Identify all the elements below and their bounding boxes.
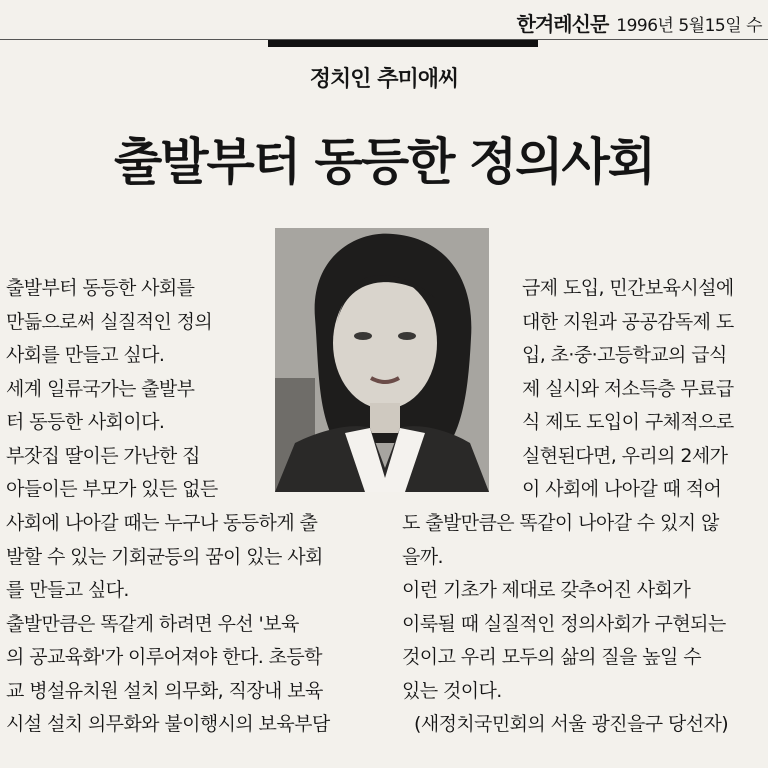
text-line: 실현된다면, 우리의 2세가: [522, 444, 728, 467]
text-line: 을까.: [402, 545, 443, 568]
text-line: 사회에 나아갈 때는 누구나 동등하게 출: [6, 512, 318, 534]
text-line: 세계 일류국가는 출발부: [6, 377, 195, 400]
right-column: [522, 272, 734, 507]
text-line: 입, 초·중·고등학교의 급식: [522, 344, 727, 366]
article-kicker: 정치인 추미애씨: [309, 67, 459, 92]
text-line: 이 사회에 나아갈 때 적어: [522, 478, 722, 500]
text-line: 아들이든 부모가 있든 없든: [6, 478, 218, 500]
article-headline: 출발부터 동등한 정의사회: [113, 132, 655, 191]
publication-date: 1996년 5월15일 수: [616, 16, 762, 36]
left-full-column: [6, 507, 330, 742]
byline: (새정치국민회의 서울 광진을구 당선자): [414, 713, 729, 735]
text-line: 이런 기초가 제대로 갖추어진 사회가: [402, 579, 691, 601]
text-line: 만듦으로써 실질적인 정의: [6, 310, 213, 333]
portrait-photo: [275, 228, 489, 492]
text-line: 것이고 우리 모두의 삶의 질을 높일 수: [402, 646, 701, 668]
text-line: 도 출발만큼은 똑같이 나아갈 수 있지 않: [402, 512, 719, 534]
text-line: 있는 것이다.: [402, 679, 502, 702]
header-bar: [268, 40, 538, 47]
newspaper-name: 한겨레신문: [516, 12, 609, 36]
right-full-column: [402, 507, 728, 742]
text-line: 금제 도입, 민간보육시설에: [522, 277, 734, 299]
text-line: 의 공교육화'가 이루어져야 한다. 초등학: [6, 646, 322, 668]
text-line: 출발부터 동등한 사회를: [6, 277, 195, 299]
text-line: 이룩될 때 실질적인 정의사회가 구현되는: [402, 612, 726, 635]
text-line: 사회를 만들고 싶다.: [6, 344, 165, 366]
text-line: 터 동등한 사회이다.: [6, 411, 165, 433]
text-line: 부잣집 딸이든 가난한 집: [6, 444, 200, 467]
masthead: [517, 8, 762, 34]
text-line: 시설 설치 의무화와 불이행시의 보육부담: [6, 713, 330, 735]
text-line: 를 만들고 싶다.: [6, 579, 129, 601]
left-column: [6, 272, 218, 507]
text-line: 대한 지원과 공공감독제 도: [522, 310, 734, 333]
portrait-photo-icon: [275, 228, 489, 492]
text-line: 식 제도 도입이 구체적으로: [522, 411, 734, 433]
text-line: 출발만큼은 똑같게 하려면 우선 '보육: [6, 612, 299, 635]
text-line: 제 실시와 저소득층 무료급: [522, 377, 734, 400]
text-line: 교 병설유치원 설치 의무화, 직장내 보육: [6, 679, 323, 702]
text-line: 발할 수 있는 기회균등의 꿈이 있는 사회: [6, 545, 323, 568]
